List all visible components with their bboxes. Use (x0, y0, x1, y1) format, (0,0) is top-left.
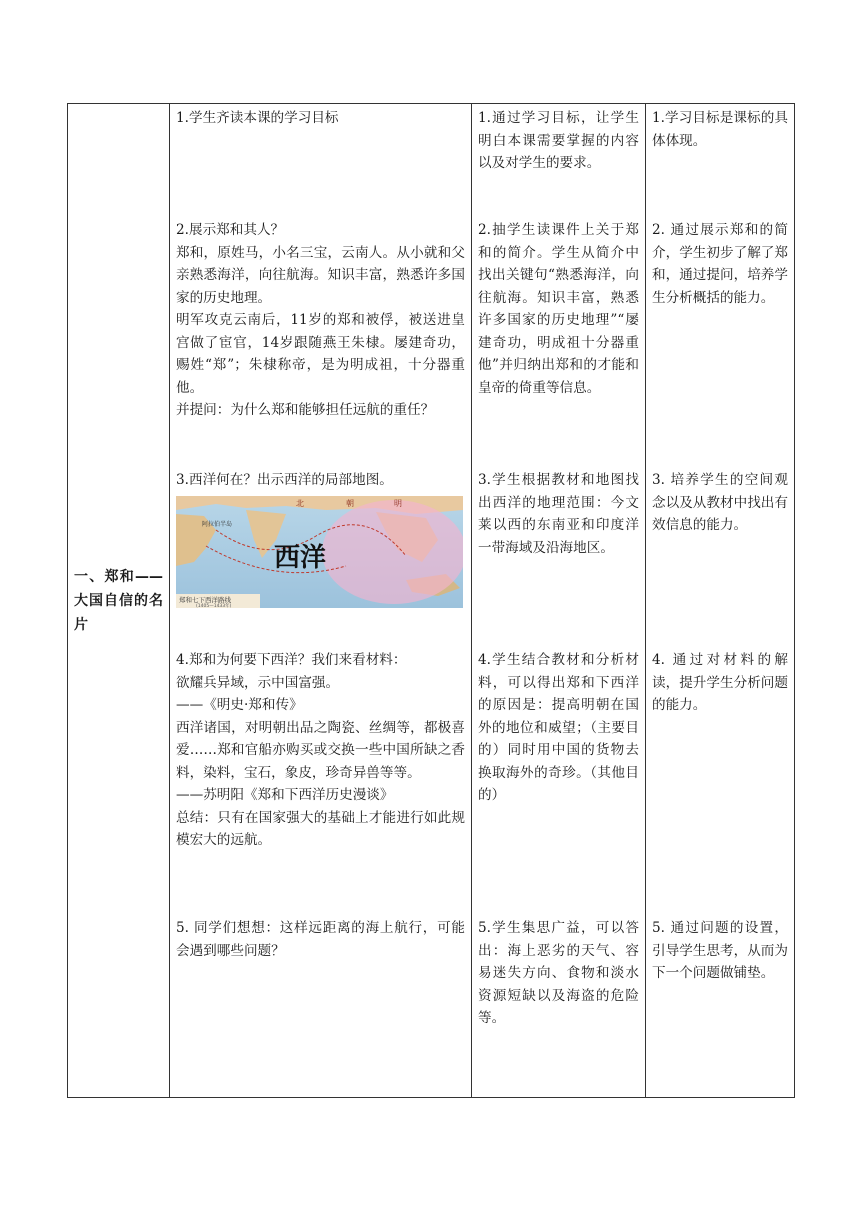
teacher-step-4-quote-2: 西洋诸国，对明朝出品之陶瓷、丝绸等，都极喜爱……郑和官船亦购买或交换一些中国所缺之香料，染料，宝石，象皮，珍奇异兽等等。 (176, 719, 465, 781)
xiyang-route-map (176, 496, 463, 608)
intent-step-5 (652, 917, 788, 985)
map-label-ming: 明 (394, 498, 402, 508)
teacher-step-2-para-1: 郑和，原姓马，小名三宝，云南人。从小就和父亲熟悉海洋，向往航海。知识丰富，熟悉许多国家的历史地理。 (176, 244, 465, 306)
student-step-1-text: 1.通过学习目标，让学生明白本课需要掌握的内容以及对学生的要求。 (478, 110, 639, 171)
student-step-3-text: 3.学生根据教材和地图找出西洋的地理范围：今文莱以西的东南亚和印度洋一带海域及沿海地区。 (478, 472, 639, 556)
intent-step-4-text: 4. 通过对材料的解读，提升学生分析问题的能力。 (652, 652, 788, 713)
intent-step-1-text: 1.学习目标是课标的具体体现。 (652, 110, 788, 149)
map-label-north: 北 (296, 498, 304, 508)
teacher-step-1-text: 1.学生齐读本课的学习目标 (176, 110, 339, 126)
teacher-step-5-text: 5. 同学们想想：这样远距离的海上航行，可能会遇到哪些问题？ (176, 920, 465, 959)
teacher-step-2-heading: 2.展示郑和其人？ (176, 222, 285, 238)
lesson-plan-table (67, 103, 795, 1098)
teacher-step-1 (176, 107, 465, 130)
teacher-step-4 (176, 649, 465, 852)
teacher-step-4-quote-1: 欲耀兵异域，示中国富强。 (176, 674, 340, 691)
map-xiyang-region (322, 500, 463, 604)
teacher-step-2-para-2: 明军攻克云南后，11岁的郑和被俘，被送进皇宫做了宦官，14岁跟随燕王朱棣。屡建奇功，赐姓“郑”；朱棣称帝，是为明成祖，十分器重他。 (176, 312, 465, 396)
student-step-2 (478, 219, 639, 399)
map-label-chao: 朝 (346, 498, 354, 508)
teacher-step-5 (176, 917, 465, 962)
section-title: 一、郑和——大国自信的名片 (74, 568, 163, 633)
intent-step-2 (652, 219, 788, 309)
student-step-5-text: 5.学生集思广益，可以答出：海上恶劣的天气、容易迷失方向、食物和淡水资源短缺以及海盗的危险等。 (478, 920, 639, 1026)
student-step-5 (478, 917, 639, 1030)
teacher-step-4-source-1: ——《明史·郑和传》 (176, 697, 303, 713)
intent-step-3-text: 3. 培养学生的空间观念以及从教材中找出有效信息的能力。 (652, 472, 788, 533)
intent-step-2-text: 2. 通过展示郑和的简介，学生初步了解了郑和，通过提问，培养学生分析概括的能力。 (652, 222, 788, 306)
intent-step-5-text: 5. 通过问题的设置，引导学生思考，从而为下一个问题做铺垫。 (652, 920, 788, 981)
teacher-step-2 (176, 219, 465, 422)
section-cell (68, 104, 170, 1098)
teacher-step-3-text: 3.西洋何在？出示西洋的局部地图。 (176, 472, 393, 488)
student-step-4 (478, 649, 639, 807)
teacher-step-3 (176, 469, 465, 615)
intent-step-1 (652, 107, 788, 152)
student-step-1 (478, 107, 639, 175)
design-intent-cell (646, 104, 795, 1098)
teacher-step-4-summary: 总结：只有在国家强大的基础上才能进行如此规模宏大的远航。 (176, 809, 465, 848)
student-step-2-text: 2.抽学生读课件上关于郑和的简介。学生从简介中找出关键句“熟悉海洋，向往航海。知识丰富，熟悉许多国家的历史地理”“屡建奇功，明成祖十分器重他”并归纳出郑和的才能和皇帝的倚重等信息。 (478, 222, 639, 396)
student-step-3 (478, 469, 639, 559)
intent-step-4 (652, 649, 788, 717)
student-step-4-text: 4.学生结合教材和分析材料，可以得出郑和下西洋的原因是：提高明朝在国外的地位和威望；（主要目的）同时用中国的货物去换取海外的奇珍。（其他目的） (478, 652, 639, 803)
teacher-step-2-question: 并提问：为什么郑和能够担任远航的重任？ (176, 402, 435, 418)
teacher-step-4-source-2: ——苏明阳《郑和下西洋历史漫谈》 (176, 787, 394, 803)
map-big-label: 西洋 (274, 542, 327, 573)
teacher-activity-cell (170, 104, 472, 1098)
map-caption-sub: (1405—1433年) (196, 603, 232, 608)
map-label-arabia: 阿拉伯半岛 (202, 520, 233, 528)
intent-step-3 (652, 469, 788, 537)
teacher-step-4-heading: 4.郑和为何要下西洋？我们来看材料： (176, 652, 407, 668)
student-activity-cell (472, 104, 646, 1098)
map-caption: 郑和七下西洋路线 (179, 595, 231, 604)
